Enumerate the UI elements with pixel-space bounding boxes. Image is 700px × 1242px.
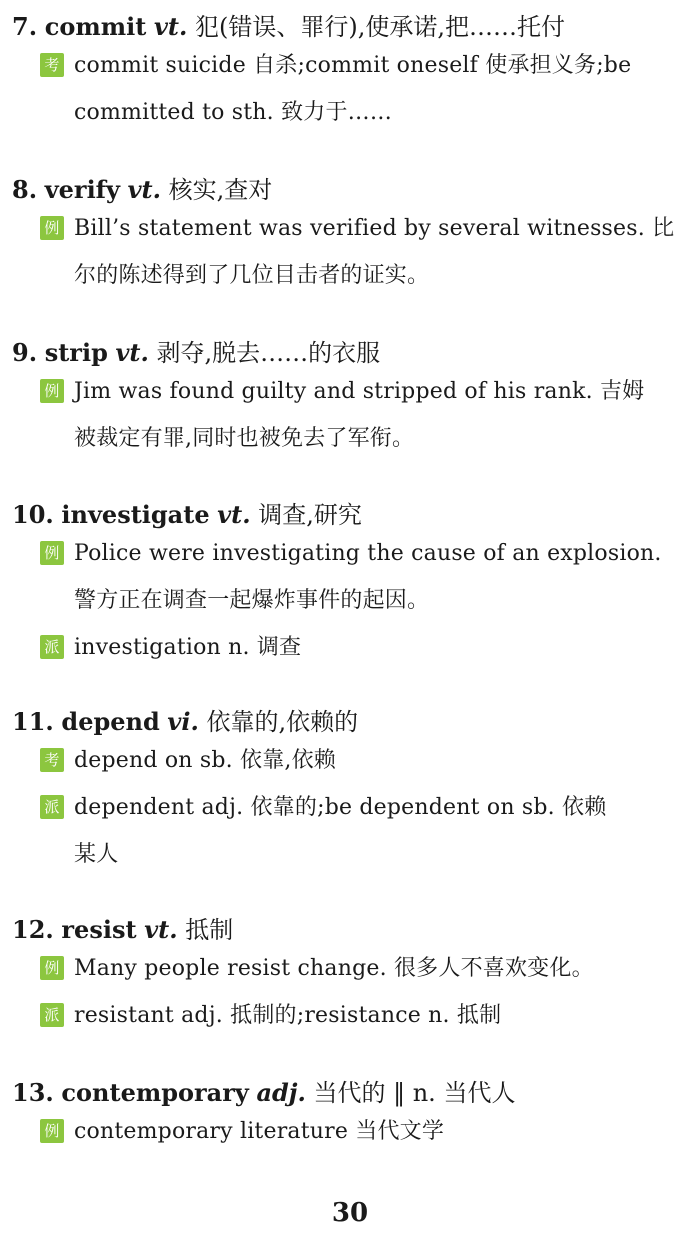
derived-badge-icon: 派 [40, 1003, 64, 1027]
item-text-line: committed to sth. 致力于…… [74, 100, 393, 125]
headword: depend [61, 707, 160, 736]
example-item [12, 530, 682, 624]
exam-point-item [12, 737, 682, 784]
vocab-entry-commit [12, 12, 682, 136]
vocab-entry-investigate [12, 500, 682, 671]
headword: investigate [61, 500, 210, 529]
vocab-entry-verify [12, 175, 682, 299]
entry-heading [12, 12, 682, 42]
entry-number: 11. [12, 707, 54, 736]
definition: 调查,研究 [258, 501, 362, 529]
part-of-speech: vt. [115, 338, 149, 367]
entry-heading [12, 707, 682, 737]
entry-number: 13. [12, 1078, 54, 1107]
headword: strip [44, 338, 108, 367]
item-text-line: 警方正在调查一起爆炸事件的起因。 [74, 588, 430, 613]
example-badge-icon: 例 [40, 956, 64, 980]
item-text-line: Police were investigating the cause of an explosion. [74, 541, 662, 566]
definition: 依靠的,依赖的 [206, 708, 359, 736]
entry-heading [12, 175, 682, 205]
exam-badge-icon: 考 [40, 748, 64, 772]
entry-heading [12, 915, 682, 945]
item-text-line: Many people resist change. 很多人不喜欢变化。 [74, 956, 594, 981]
entry-number: 7. [12, 12, 38, 41]
part-of-speech: vt. [144, 915, 178, 944]
example-item [12, 945, 682, 992]
example-badge-icon: 例 [40, 1119, 64, 1143]
entry-number: 10. [12, 500, 54, 529]
derived-word-item [12, 784, 682, 878]
part-of-speech: vt. [127, 175, 161, 204]
item-text-line: investigation n. 调查 [74, 635, 302, 660]
part-of-speech: adj. [256, 1078, 306, 1107]
example-item [12, 368, 682, 462]
part-of-speech: vt. [153, 12, 188, 41]
part-of-speech: vi. [167, 707, 199, 736]
headword: contemporary [61, 1078, 249, 1107]
item-text-line: contemporary literature 当代文学 [74, 1119, 445, 1144]
example-item [12, 1108, 682, 1155]
vocab-entry-contemporary [12, 1078, 682, 1155]
item-text-line: commit suicide 自杀;commit oneself 使承担义务;be [74, 53, 632, 78]
entry-number: 9. [12, 338, 38, 367]
derived-badge-icon: 派 [40, 795, 64, 819]
example-badge-icon: 例 [40, 216, 64, 240]
vocab-entry-resist [12, 915, 682, 1039]
headword: verify [44, 175, 120, 204]
item-text-line: 被裁定有罪,同时也被免去了军衔。 [74, 426, 415, 451]
page-number: 30 [331, 1198, 369, 1228]
example-badge-icon: 例 [40, 541, 64, 565]
item-text-line: depend on sb. 依靠,依赖 [74, 748, 337, 773]
vocab-entry-strip [12, 338, 682, 462]
definition: 当代的 ‖ n. 当代人 [313, 1079, 516, 1107]
item-text-line: dependent adj. 依靠的;be dependent on sb. 依赖 [74, 795, 607, 820]
definition: 核实,查对 [168, 176, 273, 204]
item-text-line: 尔的陈述得到了几位目击者的证实。 [74, 263, 430, 288]
entry-heading [12, 338, 682, 368]
entry-number: 8. [12, 175, 38, 204]
exam-point-item [12, 42, 682, 136]
entry-number: 12. [12, 915, 54, 944]
vocab-entry-depend [12, 707, 682, 878]
entry-heading [12, 500, 682, 530]
definition: 抵制 [185, 916, 234, 944]
definition: 犯(错误、罪行),使承诺,把……托付 [195, 13, 565, 41]
derived-word-item [12, 624, 682, 671]
headword: commit [44, 12, 147, 41]
example-item [12, 205, 682, 299]
exam-badge-icon: 考 [40, 53, 64, 77]
headword: resist [61, 915, 137, 944]
item-text-line: resistant adj. 抵制的;resistance n. 抵制 [74, 1003, 502, 1028]
entry-heading [12, 1078, 682, 1108]
item-text-line: Bill’s statement was verified by several witnesses. 比 [74, 216, 675, 241]
example-badge-icon: 例 [40, 379, 64, 403]
definition: 剥夺,脱去……的衣服 [156, 339, 381, 367]
part-of-speech: vt. [217, 500, 251, 529]
item-text-line: Jim was found guilty and stripped of his rank. 吉姆 [74, 379, 645, 404]
derived-badge-icon: 派 [40, 635, 64, 659]
item-text-line: 某人 [74, 842, 119, 867]
derived-word-item [12, 992, 682, 1039]
